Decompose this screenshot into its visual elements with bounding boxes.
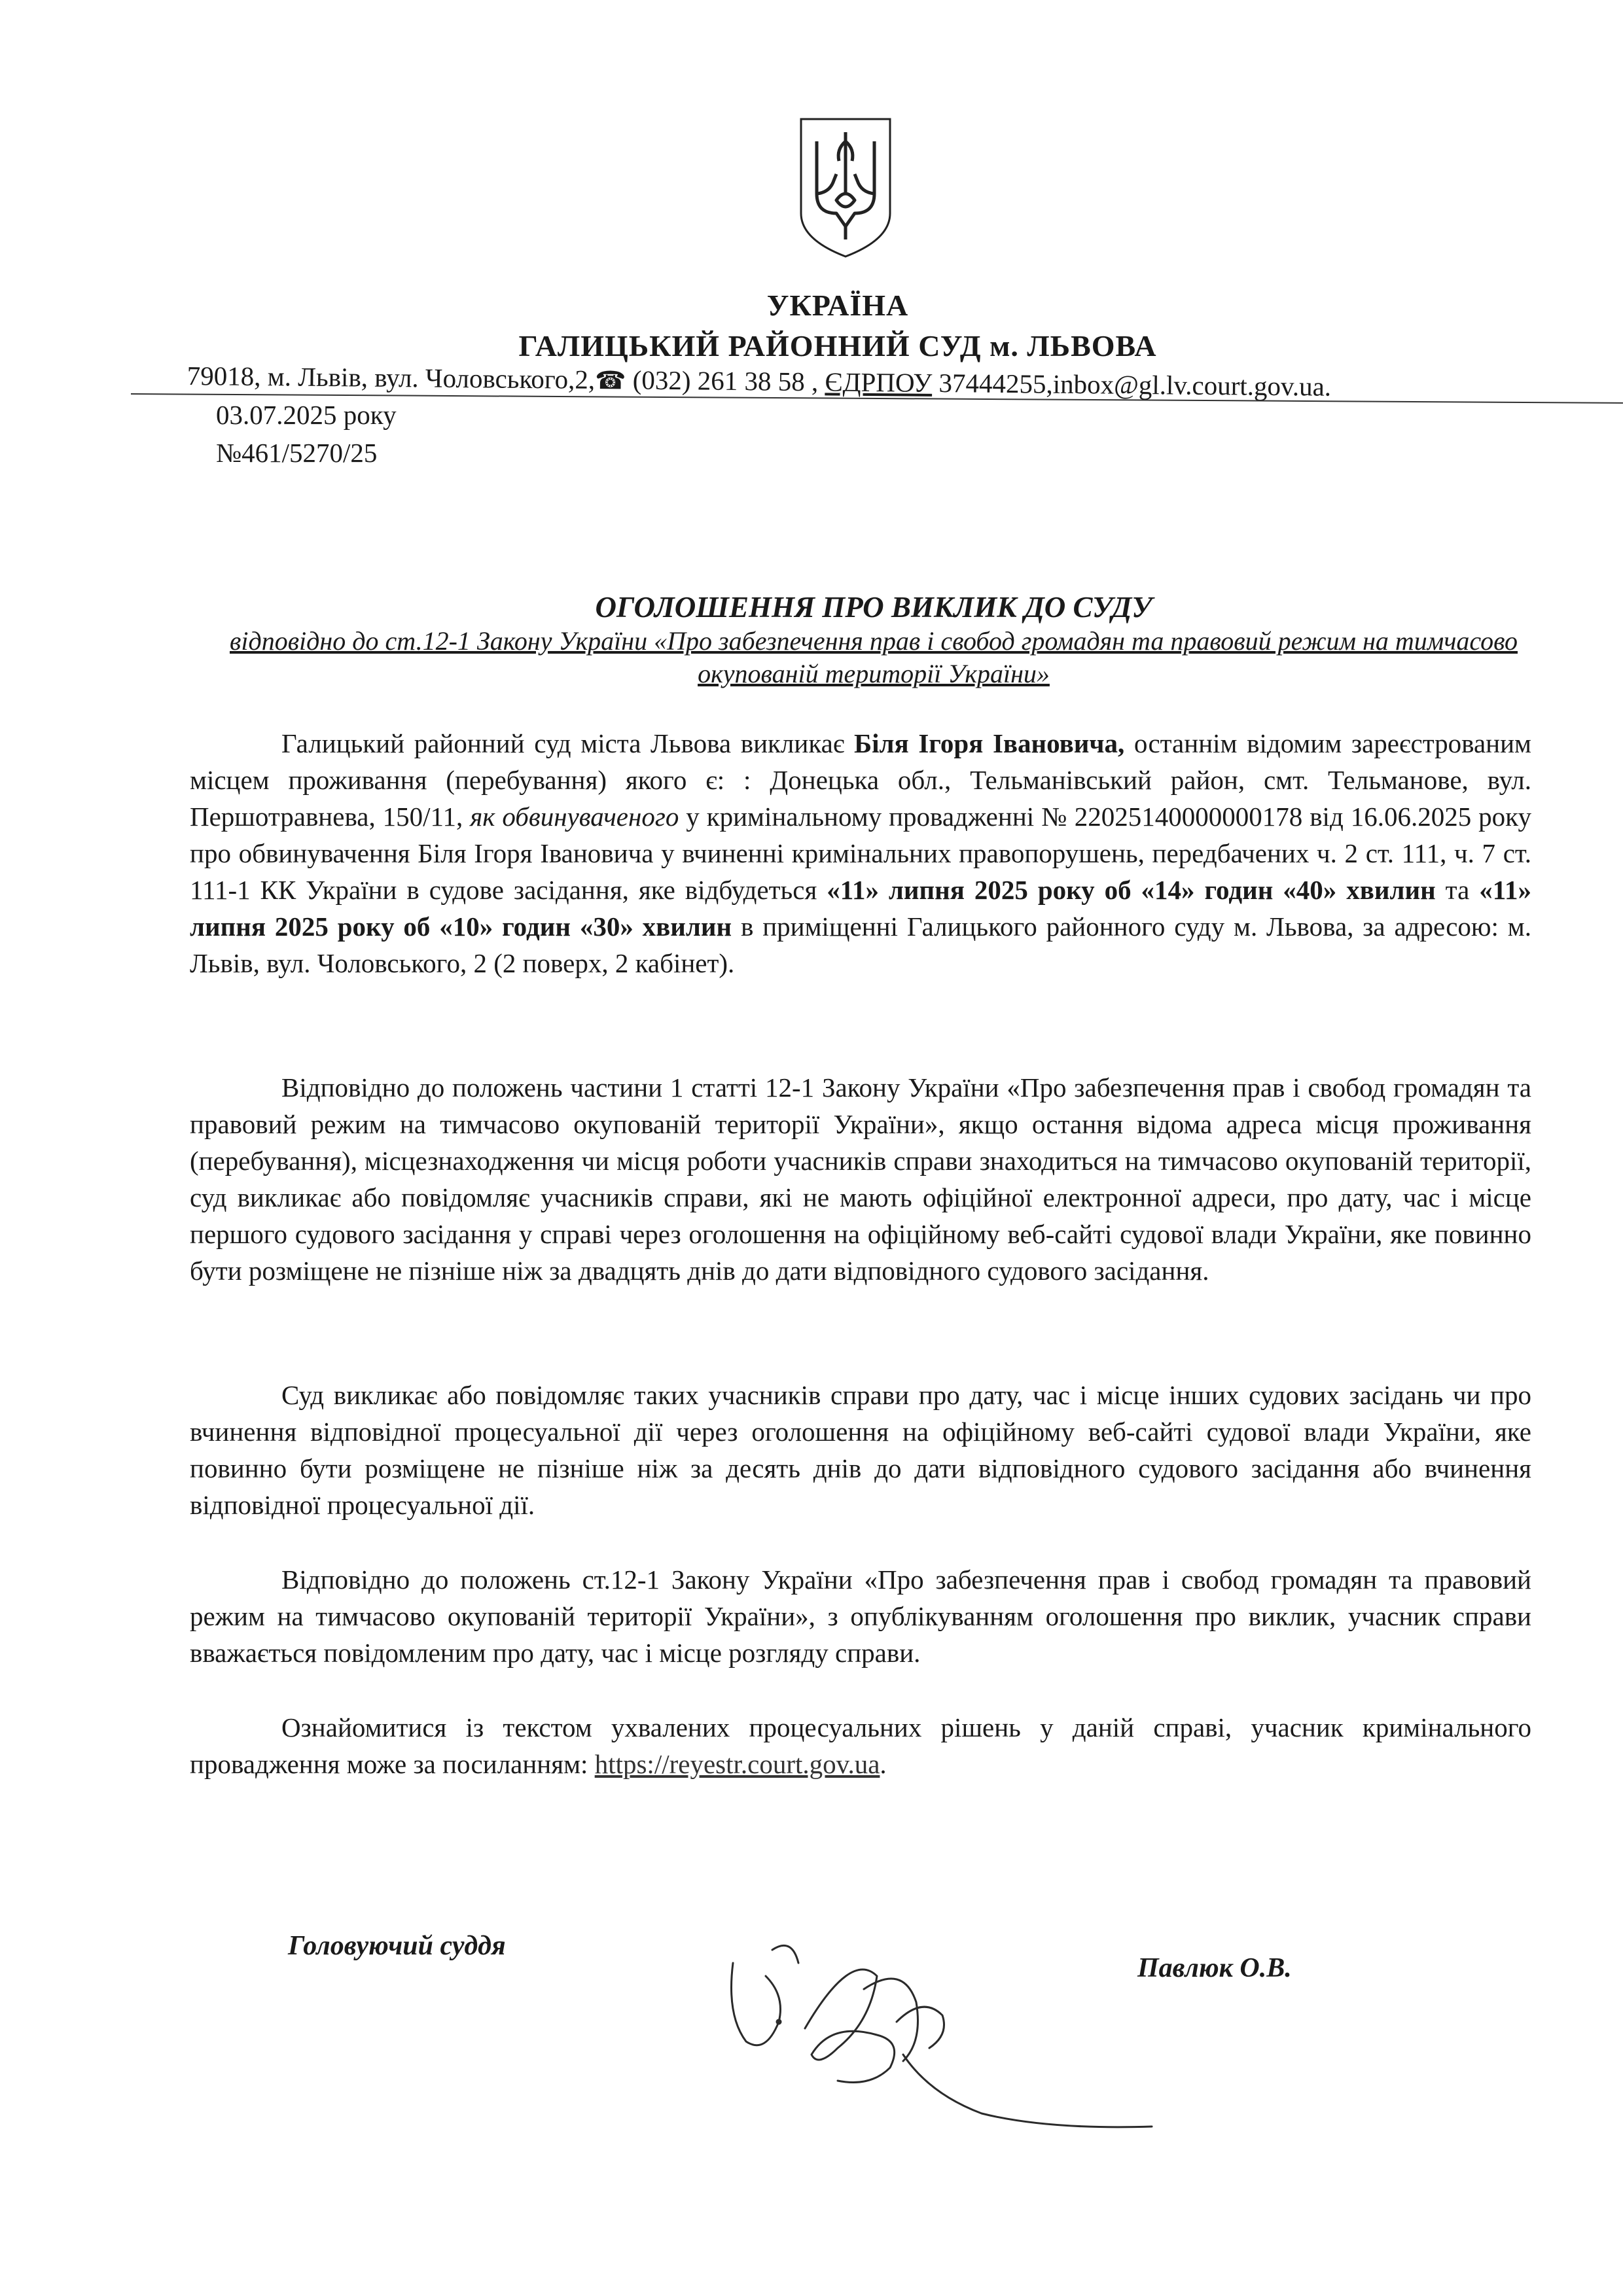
defendant-name: Біля Ігоря Івановича, xyxy=(854,728,1125,758)
judge-name: Павлюк О.В. xyxy=(1137,1953,1292,1983)
hearing-location: в приміщенні Галицького районного суду м. Львова, за адресою: м. Львів, вул. Чоловського, 2 (2 поверх, 2 кабінет). xyxy=(190,911,1531,978)
paragraph-law-other-hearings: Суд викликає або повідомляє таких учасників справи про дату, час і місце інших судових засідань чи про вчинення відповідної процесуальної дії через оголошення на офіційному веб-сайті судової влади України, яке повинно бути розміщене не пізніше ніж за десять днів до дати відповідного судового засідання або вчинення відповідної процесуальної дії. xyxy=(190,1380,1531,1520)
case-number: №461/5270/25 xyxy=(216,438,378,468)
telephone-icon: ☎ xyxy=(594,366,626,395)
registry-intro: Ознайомитися із текстом ухвалених процесуальних рішень у даній справі, учасник кримінального провадження може за посиланням: xyxy=(190,1712,1531,1779)
notice-subtitle: відповідно до ст.12-1 Закону України «Про забезпечення прав і свобод громадян та правовий режим на тимчасово окупованій території України» xyxy=(229,626,1518,688)
document-date: 03.07.2025 року xyxy=(216,400,397,430)
defendant-address: останнім відомим зареєстрованим місцем проживання (перебування) якого є: : Донецька обл., Тельманівський район, смт. Тельманове, вул. Першотравнева, 150/11, xyxy=(190,728,1531,832)
registry-link[interactable]: https://reyestr.court.gov.ua xyxy=(594,1749,880,1779)
registry-end: . xyxy=(880,1749,887,1779)
ukraine-trident-icon xyxy=(797,115,894,260)
notice-title: ОГОЛОШЕННЯ ПРО ВИКЛИК ДО СУДУ xyxy=(595,591,1152,624)
conjunction: та xyxy=(1435,875,1480,905)
paragraph-summons xyxy=(190,725,1531,981)
defendant-role: як обвинуваченого xyxy=(470,802,679,832)
hearing-time-2: «11» липня 2025 року об «10» годин «30» хвилин xyxy=(190,875,1531,942)
paragraph-registry-link xyxy=(190,1709,1531,1782)
case-details: у кримінальному провадженні № 22025140000000178 від 16.06.2025 року про обвинувачення Біля Ігоря Івановича у вчиненні кримінальних правопорушень, передбачених ч. 2 ст. 111, ч. 7 ст. 111-1 КК України в судове засідання, яке відбудеться xyxy=(190,802,1531,905)
court-name: ГАЛИЦЬКИЙ РАЙОННИЙ СУД м. ЛЬВОВА xyxy=(518,329,1157,362)
edrpou-label: ЄДРПОУ xyxy=(825,366,933,398)
phone-number: (032) 261 38 58 , xyxy=(632,364,819,397)
country-name: УКРАЇНА xyxy=(766,289,909,322)
paragraph-notification-effect: Відповідно до положень ст.12-1 Закону України «Про забезпечення прав і свобод громадян та правовий режим на тимчасово окупованій території України», з опублікуванням оголошення про виклик, учасник справи вважається повідомленим про дату, час і місце розгляду справи. xyxy=(190,1564,1531,1668)
summons-intro: Галицький районний суд міста Львова викликає xyxy=(281,728,855,758)
presiding-judge-label: Головуючий суддя xyxy=(288,1931,506,1961)
handwritten-signature xyxy=(707,1924,1165,2133)
hearing-time-1: «11» липня 2025 року об «14» годин «40» хвилин xyxy=(827,875,1436,905)
paragraph-law-first-hearing: Відповідно до положень частини 1 статті 12-1 Закону України «Про забезпечення прав і свобод громадян та правовий режим на тимчасово окупованій території України», якщо остання відома адреса місця проживання (перебування), місцезнаходження чи місця роботи учасників справи знаходиться на тимчасово окупованій території, суд викликає або повідомляє учасників справи, які не мають офіційної електронної адреси, про дату, час і місце першого судового засідання у справі через оголошення на офіційному веб-сайті судової влади України, яке повинно бути розміщене не пізніше ніж за двадцять днів до дати відповідного судового засідання. xyxy=(190,1072,1531,1286)
address-street: 79018, м. Львів, вул. Чоловського,2, xyxy=(187,360,596,395)
edrpou-and-email: 37444255,inbox@gl.lv.court.gov.ua. xyxy=(932,367,1332,402)
